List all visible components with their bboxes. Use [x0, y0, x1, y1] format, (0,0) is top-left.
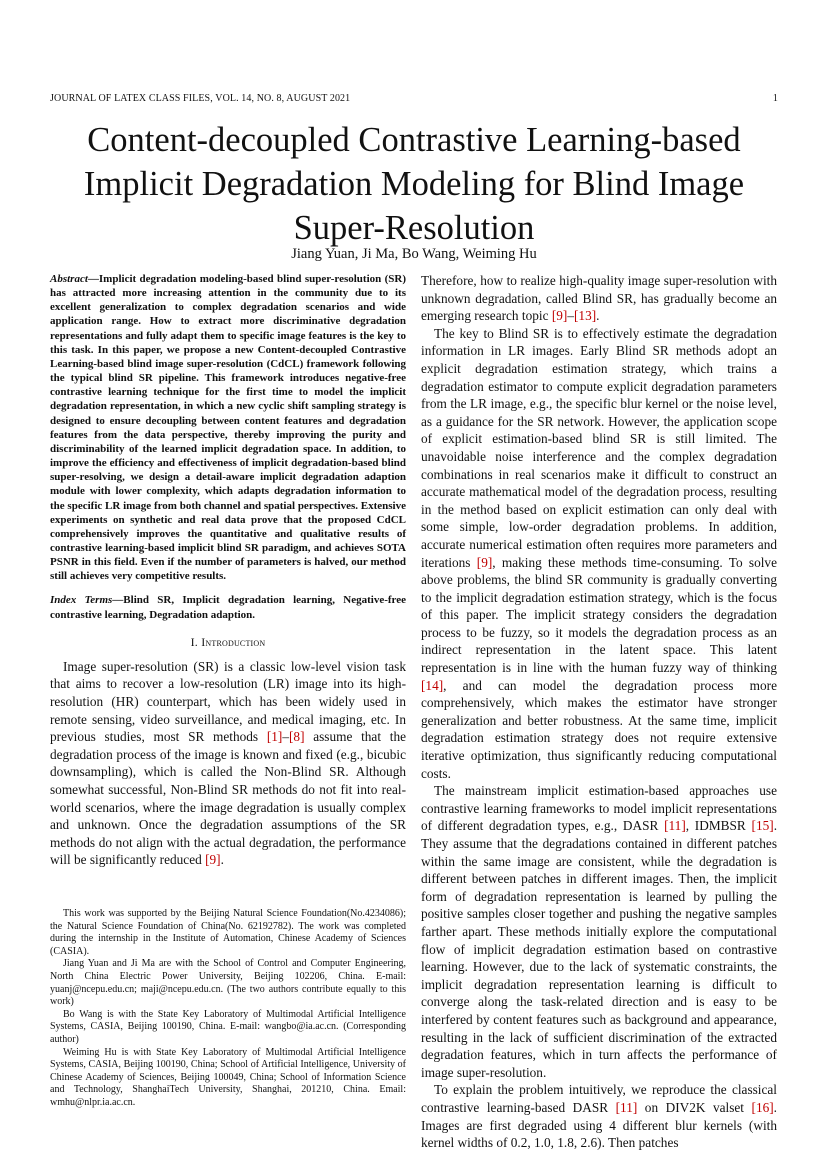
intro-paragraph-1 [50, 658, 406, 869]
citation-link[interactable]: [9] [205, 852, 221, 868]
abstract [50, 272, 406, 583]
index-terms-text: —Blind SR, Implicit degradation learning, Negative-free contrastive learning, Degradation adaption. [50, 594, 406, 621]
text-run: , IDMBSR [685, 818, 752, 834]
citation-link[interactable]: [1] [266, 729, 283, 745]
citation-link[interactable]: [14] [421, 677, 444, 693]
footnotes [50, 908, 406, 1110]
title-line-1: Content-decoupled Contrastive Learning-based [87, 121, 741, 159]
title-line-3: Super-Resolution [293, 209, 535, 247]
text-run: The key to Blind SR is to effectively estimate the degradation information in LR images. Early Blind SR methods adopt an explicit degradation estimation strategy, which trains a degradation estimator to compute explicit degradation parameters from the LR image, e.g., the specific blur kernel or the noise level, as a guidance for the SR network. However, the application scope of explicit estimation-based blind SR is still limited. The unavoidable noise interference and the complex degradation combinations in real scenarios make it difficult to construct an accurate mathematical model of the degradation process, resulting in the method based on explicit estimation can only deal with some simple, low-order degradation problems. In addition, accurate numerical estimation often requires more parameters and iterations [421, 325, 777, 570]
text-run: . They assume that the degradations contained in different patches within the same image are consistent, while the degradation is different between patches in different images. Then, the implicit form of degradation representation is learned by pulling the positive samples closer together and pushing the negative samples farther apart. These methods initially explore the computational flow of implicit degradation estimation based on contrastive learning. However, due to the lack of systematic constraints, the implicit degradation representation learning is difficult to converge along the task-related direction and is easy to be interfered by content features such as background and appearance, resulting in the lack of sufficient discrimination of the extracted degradation features, which in turn affects the performance of image super-resolution. [421, 818, 778, 1080]
footnote-author-affiliation-1: Jiang Yuan and Ji Ma are with the School of Control and Computer Engineering, North China Electric Power University, Beijing 102206, China. E-mail: yuanj@ncepu.edu.cn; maji@ncepu.edu.cn. (The two authors contribute equally to this work) [50, 958, 406, 1008]
author-list: Jiang Yuan, Ji Ma, Bo Wang, Weiming Hu [291, 246, 537, 262]
text-run: . [220, 852, 224, 868]
citation-link[interactable]: [8] [289, 729, 305, 745]
text-run: The mainstream implicit estimation-based approaches use contrastive learning frameworks to model implicit representations of different degradation types, e.g., DASR [421, 783, 777, 834]
citation-link[interactable]: [16] [751, 1099, 774, 1115]
abstract-label: Abstract [50, 273, 88, 285]
text-run: Therefore, how to realize high-quality image super-resolution with unknown degradation, called Blind SR, has gradually become an emerging research topic [421, 273, 777, 324]
citation-link[interactable]: [15] [751, 818, 774, 834]
text-run: , making these methods time-consuming. To solve above problems, the blind SR community is gradually converting to the implicit degradation estimation strategy, which is the focus of this paper. The implicit strategy considers the degradation process to be fuzzy, so it models the degradation process as an indirect representation in the latent space. This latent representation is in line with the human fuzzy way of thinking [421, 554, 777, 676]
intro-paragraph-4 [421, 782, 777, 1081]
text-run: assume that the degradation process of the image is known and fixed (e.g., bicubic downsampling), which is called the Non-Blind SR. Although somewhat successful, Non-Blind SR methods do not fit into real-world scenarios, where the image degradation is usually complex and unknown. Once the degradation assumptions of the SR methods do not align with the actual degradation, the performance will be significantly reduced [50, 729, 406, 868]
citation-link[interactable]: [11] [615, 1099, 638, 1115]
text-run: Image super-resolution (SR) is a classic low-level vision task that aims to recover a low-resolution (LR) image into its high-resolution (HR) counterpart, which has been widely used in remote sensing, video surveillance, and medical imaging, etc. In previous studies, most SR methods [50, 658, 406, 745]
text-run: – [282, 729, 289, 745]
title-line-2: Implicit Degradation Modeling for Blind Image [83, 165, 745, 203]
citation-link[interactable]: [9] [551, 308, 568, 324]
text-run: . [596, 308, 600, 324]
footnote-author-affiliation-3: Weiming Hu is with State Key Laboratory of Multimodal Artificial Intelligence Systems, CASIA, Beijing 100190, China; School of Artificial Intelligence, University of Chinese Academy of Sciences, Beijing 100049, China; School of Information Science and Technology, ShanghaiTech University, Shanghai, 201210, China. Email: wmhu@nlpr.ia.ac.cn. [50, 1046, 406, 1108]
paper-title [40, 118, 788, 250]
footnote-author-affiliation-2: Bo Wang is with the State Key Laboratory of Multimodal Artificial Intelligence Systems, CASIA, Beijing 100190, China. E-mail: wangbo@ia.ac.cn. (Corresponding author) [50, 1008, 406, 1045]
text-run: , and can model the degradation process more comprehensively, which makes the estimator have stronger generalization and better robustness. At the same time, implicit degradation estimation strategy does not require extensive iterative optimization, thus significantly reducing computational costs. [421, 677, 777, 781]
text-run: . Images are first degraded using 4 different blur kernels (with kernel widths of 0.2, 1.0, 1.8, 2.6). Then patches [421, 1099, 777, 1151]
text-run: on DIV2K valset [637, 1099, 752, 1115]
text-run: To explain the problem intuitively, we reproduce the classical contrastive learning-based DASR [421, 1082, 777, 1115]
text-run: – [567, 308, 574, 324]
right-column [421, 272, 777, 1152]
index-terms-label: Index Terms [50, 594, 113, 607]
citation-link[interactable]: [13] [574, 308, 597, 324]
intro-paragraph-2 [421, 272, 777, 325]
intro-paragraph-3 [421, 325, 777, 782]
running-header [50, 93, 778, 107]
journal-header: JOURNAL OF LATEX CLASS FILES, VOL. 14, NO. 8, AUGUST 2021 [50, 93, 351, 104]
footnote-funding: This work was supported by the Beijing Natural Science Foundation(No.4234086); the Natural Science Foundation of China(No. 62192782). The work was completed during the internship in the Institute of Automation, Chinese Academy of Sciences (CASIA). [50, 908, 406, 957]
page-number: 1 [772, 93, 778, 104]
abstract-text: —Implicit degradation modeling-based blind super-resolution (SR) has attracted more increasing attention in the community due to its excellent generalization to complex degradation scenarios and wide application range. How to extract more discriminative degradation representations and fully adapt them to specific image features is the key to this task. In this paper, we propose a new Content-decoupled Contrastive Learning-based blind image super-resolution (CdCL) framework following the typical blind SR pipeline. This framework introduces negative-free contrastive learning technique for the first time to model the implicit degradation representation, in which a new cyclic shift sampling strategy is designed to ensure decoupling between content features and degradation features from the data perspective, thereby improving the purity and discriminability of the learned implicit degradation space. In addition, to improve the efficiency and effectiveness of implicit degradation-based blind super-resolving, we design a detail-aware implicit degradation adaption module with lower complexity, which adapts degradation information to the specific LR image from both channel and spatial perspectives. Extensive experiments on synthetic and real data prove that the proposed CdCL comprehensively improves the quantitative and qualitative results of contrastive learning-based implicit blind SR paradigm, and achieves SOTA PSNR in this field. Even if the number of parameters is halved, our method still achieves very competitive results. [50, 273, 406, 583]
citation-link[interactable]: [9] [476, 554, 493, 570]
index-terms [50, 593, 406, 621]
left-column [50, 272, 406, 869]
section-heading-introduction: I. Introduction [190, 634, 266, 649]
intro-paragraph-5 [421, 1081, 777, 1151]
citation-link[interactable]: [11] [664, 818, 686, 834]
